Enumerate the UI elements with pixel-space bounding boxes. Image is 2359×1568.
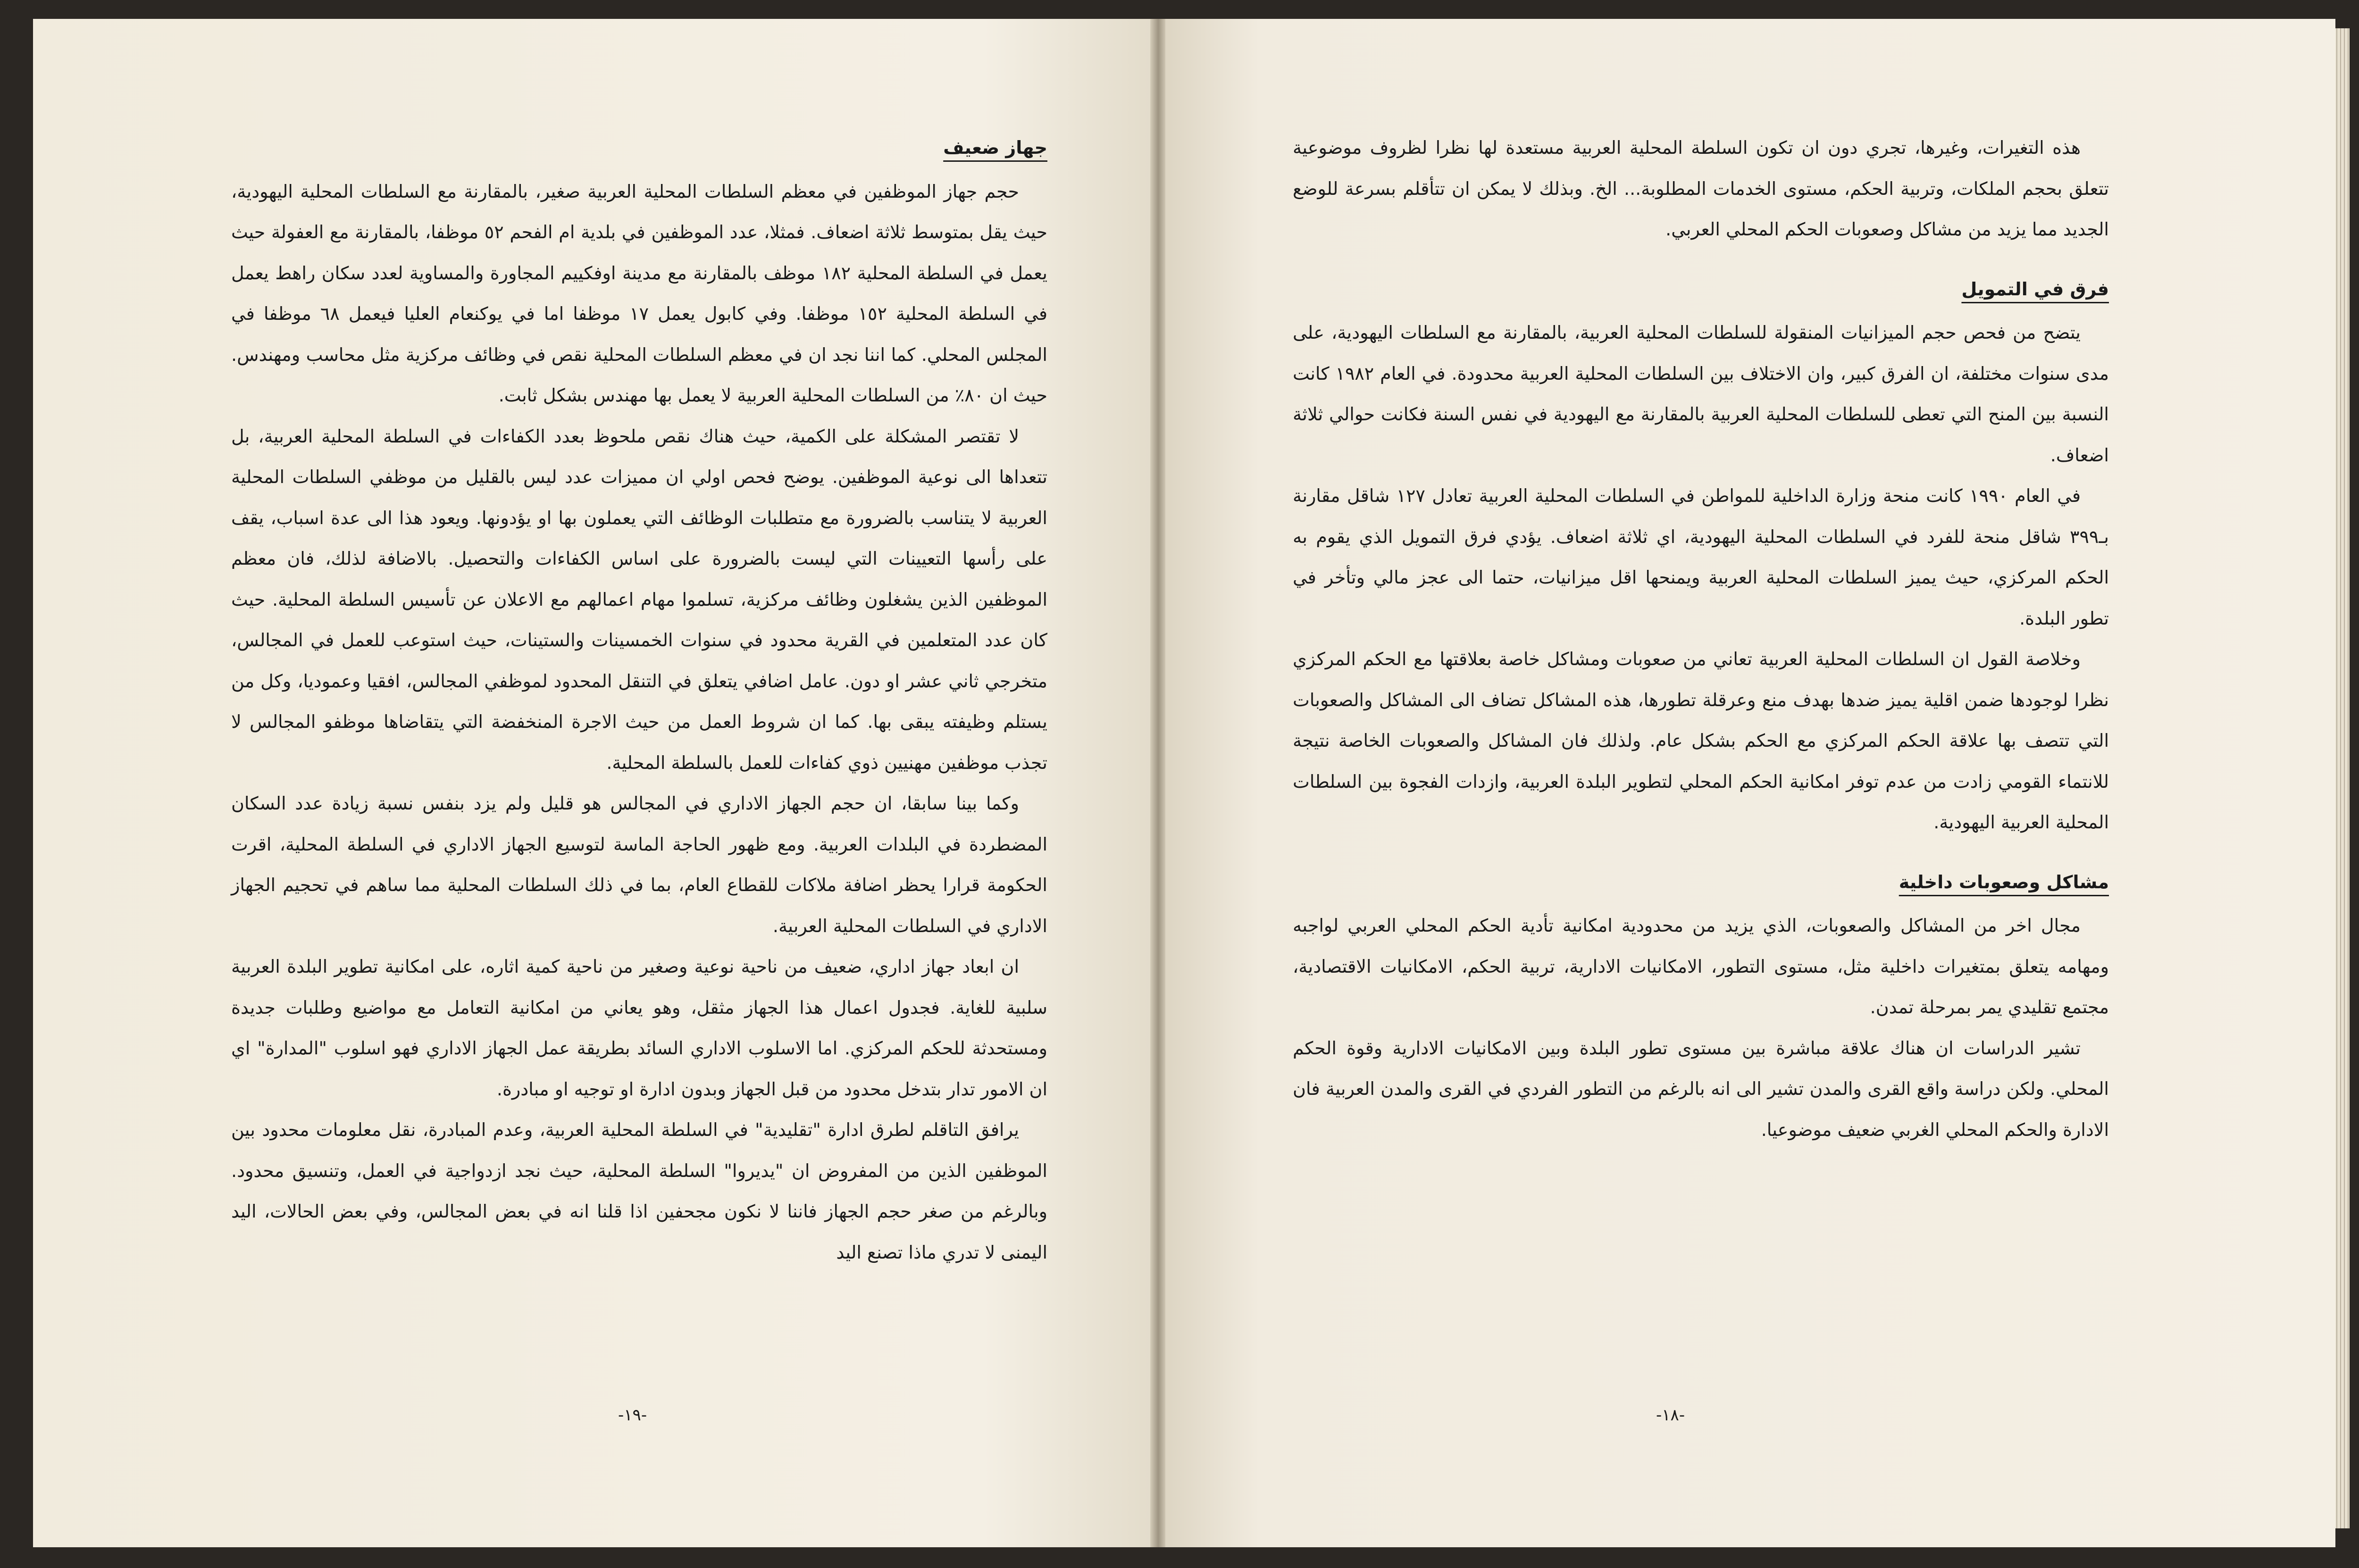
paragraph: حجم جهاز الموظفين في معظم السلطات المحلية العربية صغير، بالمقارنة مع السلطات المحلية اليهودية، حيث يقل بمتوسط ثلاثة اضعاف. فمثلا، عدد الموظفين في بلدية ام الفحم ٥٢ موظفا، بالمقارنة مع العفولة حيث يعمل في السلطة المحلية ١٨٢ موظف بالمقارنة مع مدينة اوفكييم المجاورة والمساوية لعدد سكان راهط يعمل في السلطة المحلية ١٥٢ موظفا. وفي كابول يعمل ١٧ موظفا اما في يوكنعام العليا فيعمل ٦٨ موظفا في المجلس المحلي. كما اننا نجد ان في معظم السلطات المحلية نقص في وظائف مركزية مثل محاسب ومهندس. حيث ان ٨٠٪ من السلطات المحلية العربية لا يعمل بها مهندس بشكل ثابت. bbox=[231, 181, 1047, 406]
paragraph: وخلاصة القول ان السلطات المحلية العربية تعاني من صعوبات ومشاكل خاصة بعلاقتها مع الحكم المركزي نظرا لوجودها ضمن اقلية يميز ضدها بهدف منع وعرقلة تطورها، هذه المشاكل تضاف الى المشاكل والصعوبات التي تتصف بها علاقة الحكم المركزي مع الحكم بشكل عام. ولذلك فان المشاكل والصعوبات الخاصة نتيجة للانتماء القومي زادت من عدم توفر امكانية الحكم المحلي لتطوير البلدة العربية، وازدات الفجوة بين السلطات المحلية العربية اليهودية. bbox=[1293, 649, 2109, 833]
page-number: -١٨- bbox=[1656, 1406, 1685, 1425]
right-page bbox=[1165, 19, 2335, 1547]
paragraph: مجال اخر من المشاكل والصعوبات، الذي يزيد من محدودية امكانية تأدية الحكم المحلي العربي لواجبه ومهامه يتعلق بمتغيرات داخلية مثل، مستوى التطور، الامكانيات الادارية، تربية الحكم، الامكانيات الاقتصادية، مجتمع تقليدي يمر بمرحلة تمدن. bbox=[1293, 915, 2109, 1018]
left-page-text bbox=[231, 127, 1047, 1273]
paragraph: وكما بينا سابقا، ان حجم الجهاز الاداري في المجالس هو قليل ولم يزد بنفس نسبة زيادة عدد السكان المضطردة في البلدات العربية. ومع ظهور الحاجة الماسة لتوسيع الجهاز الاداري في السلطة المحلية، اقرت الحكومة قرارا يحظر اضافة ملاكات للقطاع العام، بما في ذلك السلطات المحلية مما ساهم في تحجيم الجهاز الاداري في السلطات المحلية العربية. bbox=[231, 793, 1047, 936]
paragraph: يرافق التاقلم لطرق ادارة "تقليدية" في السلطة المحلية العربية، وعدم المبادرة، نقل معلومات محدود بين الموظفين الذين من المفروض ان "يديروا" السلطة المحلية، حيث نجد ازدواجية في العمل، وتنسيق محدود. وبالرغم من صغر حجم الجهاز فاننا لا نكون مجحفين اذا قلنا انه في بعض المجالس، وفي بعض الحالات، اليد اليمنى لا تدري ماذا تصنع اليد bbox=[231, 1119, 1047, 1263]
section-heading-weak-apparatus: جهاز ضعيف bbox=[943, 137, 1047, 158]
right-page-text bbox=[1293, 127, 2109, 1150]
left-page bbox=[33, 19, 1151, 1547]
page-number: -١٩- bbox=[618, 1406, 647, 1425]
paragraph: تشير الدراسات ان هناك علاقة مباشرة بين مستوى تطور البلدة وبين الامكانيات الادارية وقوة الحكم المحلي. ولكن دراسة واقع القرى والمدن تشير الى انه بالرغم من التطور الفردي في القرى والمدن العربية فان الادارة والحكم المحلي الغربي ضعيف موضوعيا. bbox=[1293, 1037, 2109, 1140]
book-gutter bbox=[1150, 19, 1166, 1547]
paragraph: هذه التغيرات، وغيرها، تجري دون ان تكون السلطة المحلية العربية مستعدة لها نظرا لظروف موضوعية تتعلق بحجم الملكات، وتربية الحكم، مستوى الخدمات المطلوبة... الخ. وبذلك لا يمكن ان تتأقلم بسرعة للوضع الجديد مما يزيد من مشاكل وصعوبات الحكم المحلي العربي. bbox=[1293, 137, 2109, 240]
section-heading-funding-gap: فرق في التمويل bbox=[1961, 278, 2109, 300]
paragraph: يتضح من فحص حجم الميزانيات المنقولة للسلطات المحلية العربية، بالمقارنة مع السلطات اليهودية، على مدى سنوات مختلفة، ان الفرق كبير، وان الاختلاف بين السلطات المحلية العربية محدودة. في العام ١٩٨٢ كانت النسبة بين المنح التي تعطى للسلطات المحلية العربية بالمقارنة مع اليهودية في نفس السنة فكانت حوالي ثلاثة اضعاف. bbox=[1293, 322, 2109, 466]
paragraph: في العام ١٩٩٠ كانت منحة وزارة الداخلية للمواطن في السلطات المحلية العربية تعادل ١٢٧ شاقل مقارنة بـ٣٩٩ شاقل منحة للفرد في السلطات المحلية اليهودية، اي ثلاثة اضعاف. يؤدي فرق التمويل الذي يقوم به الحكم المركزي، حيث يميز السلطات المحلية العربية ويمنحها اقل ميزانيات، حتما الى عجز مالي وتأخر في تطور البلدة. bbox=[1293, 485, 2109, 629]
section-heading-internal-problems: مشاكل وصعوبات داخلية bbox=[1899, 871, 2109, 892]
paragraph: ان ابعاد جهاز اداري، ضعيف من ناحية نوعية وصغير من ناحية كمية اثاره، على امكانية تطوير البلدة العربية سلبية للغاية. فجدول اعمال هذا الجهاز مثقل، وهو يعاني من امكانية التعامل مع مواضيع وطلبات جديدة ومستحدثة للحكم المركزي. اما الاسلوب الاداري السائد بطريقة عمل الجهاز الاداري فهو اسلوب "المدارة" اي ان الامور تدار بتدخل محدود من قبل الجهاز وبدون ادارة او توجيه او مبادرة. bbox=[231, 956, 1047, 1100]
paragraph: لا تقتصر المشكلة على الكمية، حيث هناك نقص ملحوظ بعدد الكفاءات في السلطة المحلية العربية، بل تتعداها الى نوعية الموظفين. يوضح فحص اولي ان مميزات عدد ليس بالقليل من موظفي السلطات المحلية العربية لا يتناسب بالضرورة مع متطلبات الوظائف التي يعملون بها او يؤدونها. ويعود هذا الى عدة اسباب، يقف على رأسها التعيينات التي ليست بالضرورة على اساس الكفاءات والتحصيل. بالاضافة لذلك، فان معظم الموظفين الذين يشغلون وظائف مركزية، تسلموا مهام اعمالهم مع الاعلان عن تأسيس السلطة المحلية. حيث كان عدد المتعلمين في القرية محدود في سنوات الخمسينات والستينات، حيث استوعب للعمل في المجالس، متخرجي ثاني عشر او دون. عامل اضافي يتعلق في التنقل المحدود لموظفي المجالس، افقيا وعموديا، وكل من يستلم وظيفته يبقى بها. كما ان شروط العمل من حيث الاجرة المنخفضة التي يتقاضاها موظفو المجالس لا تجذب موظفين مهنيين ذوي كفاءات للعمل بالسلطة المحلية. bbox=[231, 425, 1047, 773]
